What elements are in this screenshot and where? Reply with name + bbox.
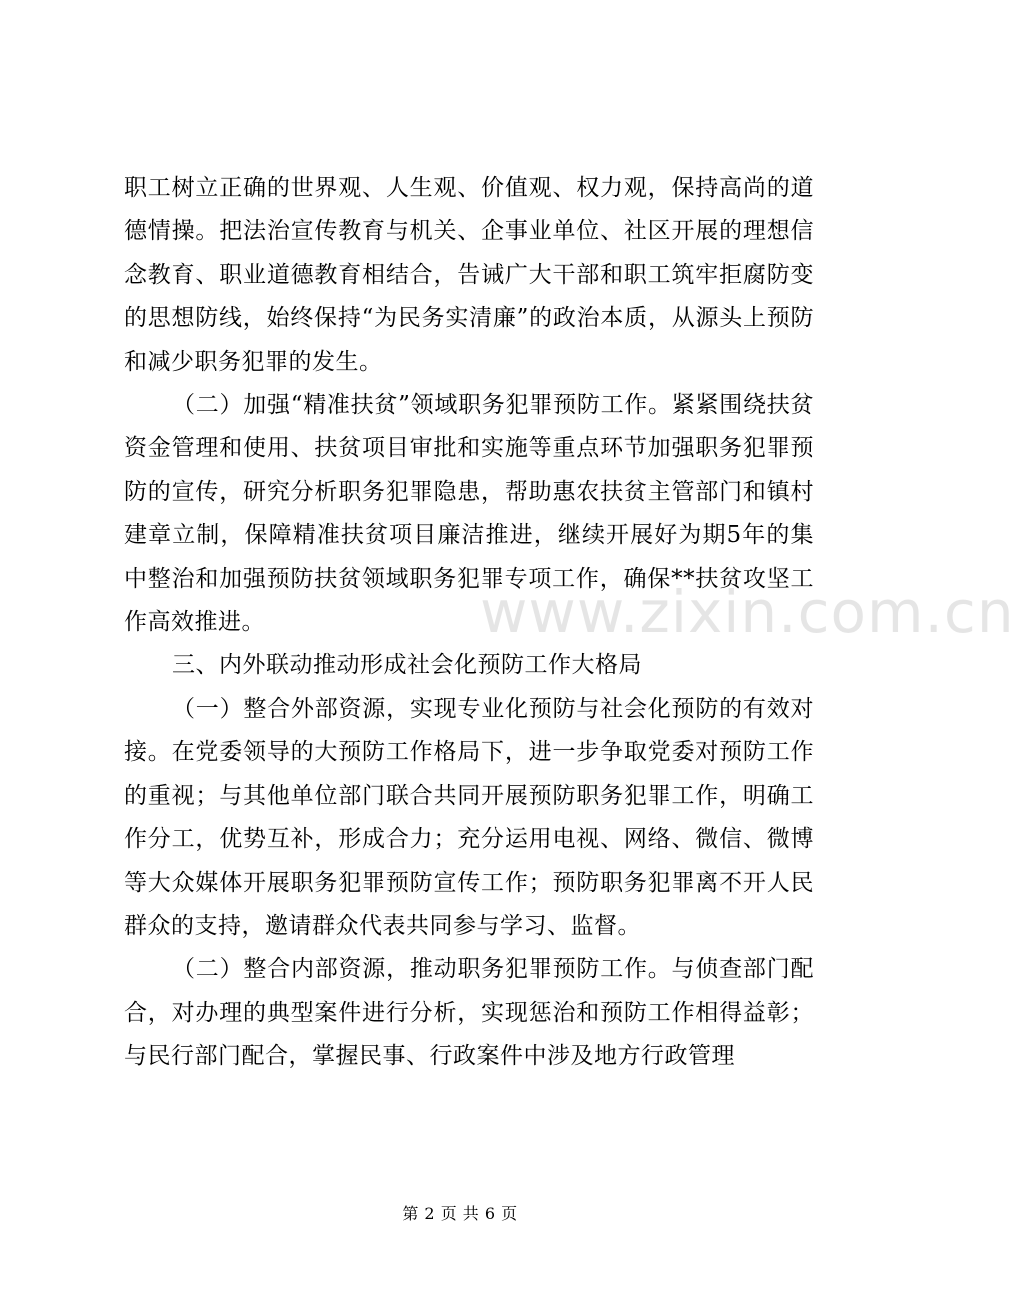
paragraph-4: （二）整合内部资源，推动职务犯罪预防工作。与侦查部门配合，对办理的典型案件进行分析，实现惩治和预防工作相得益彰；与民行部门配合，掌握民事、行政案件中涉及地方行政管理 [124, 956, 814, 1070]
watermark: www.zixin.com.cn [480, 578, 1015, 646]
paragraph-1: 职工树立正确的世界观、人生观、价值观、权力观，保持高尚的道德情操。把法治宣传教育与机关、企事业单位、社区开展的理想信念教育、职业道德教育相结合，告诫广大干部和职工筑牢拒腐防变的思想防线，始终保持“为民务实清廉”的政治本质，从源头上预防和减少职务犯罪的发生。 [124, 175, 814, 375]
paragraph-3: （一）整合外部资源，实现专业化预防与社会化预防的有效对接。在党委领导的大预防工作格局下，进一步争取党委对预防工作的重视；与其他单位部门联合共同开展预防职务犯罪工作，明确工作分工，优势互补，形成合力；充分运用电视、网络、微信、微博等大众媒体开展职务犯罪预防宣传工作；预防职务犯罪离不开人民群众的支持，邀请群众代表共同参与学习、监督。 [124, 695, 814, 939]
page-footer: 第 2 页 共 6 页 [402, 1204, 518, 1223]
paragraph-2: （二）加强“精准扶贫”领域职务犯罪预防工作。紧紧围绕扶贫资金管理和使用、扶贫项目审批和实施等重点环节加强职务犯罪预防的宣传，研究分析职务犯罪隐患，帮助惠农扶贫主管部门和镇村建章立制，保障精准扶贫项目廉洁推进，继续开展好为期5年的集中整治和加强预防扶贫领域职务犯罪专项工作，确保**扶贫攻坚工作高效推进。 [124, 392, 814, 636]
document-body [124, 167, 814, 1079]
section-heading: 三、内外联动推动形成社会化预防工作大格局 [172, 652, 642, 679]
